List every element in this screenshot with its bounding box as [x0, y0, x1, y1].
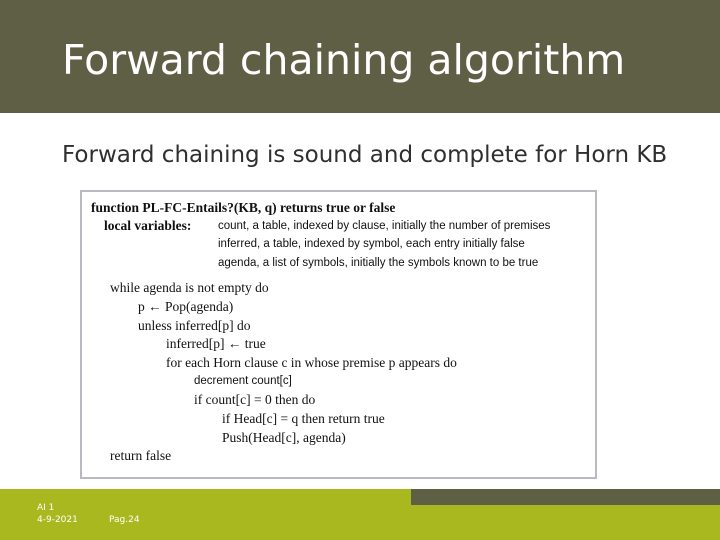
local-variables-label: local variables:	[104, 218, 192, 233]
pop-line: p ← Pop(agenda)	[138, 299, 234, 314]
while-line: while agenda is not empty do	[110, 280, 269, 295]
return-false-line: return false	[110, 448, 172, 463]
slide-title: Forward chaining algorithm	[62, 36, 626, 84]
if-head-line: if Head[c] = q then return true	[222, 411, 385, 426]
footer-accent-bar	[411, 489, 720, 505]
variable-inferred: inferred, a table, indexed by symbol, each entry initially false	[218, 238, 525, 250]
algorithm-box	[80, 190, 597, 479]
if-count-line: if count[c] = 0 then do	[194, 392, 316, 407]
footer-course: AI 1	[37, 503, 55, 513]
algorithm-signature: function PL-FC-Entails?(KB, q) returns true or false	[91, 200, 396, 215]
decrement-line: decrement count[c]	[194, 375, 292, 387]
variable-agenda: agenda, a list of symbols, initially the symbols known to be true	[218, 257, 539, 269]
for-each-line: for each Horn clause c in whose premise p appears do	[166, 355, 457, 370]
footer-date: 4-9-2021	[37, 515, 78, 525]
unless-line: unless inferred[p] do	[138, 318, 251, 333]
inferred-assign-line: inferred[p] ← true	[166, 336, 266, 351]
slide-body-text: Forward chaining is sound and complete for Horn KB	[62, 142, 668, 168]
variable-count: count, a table, indexed by clause, initially the number of premises	[218, 220, 551, 232]
footer-page-number: Pag.24	[109, 515, 140, 525]
push-line: Push(Head[c], agenda)	[222, 430, 346, 445]
